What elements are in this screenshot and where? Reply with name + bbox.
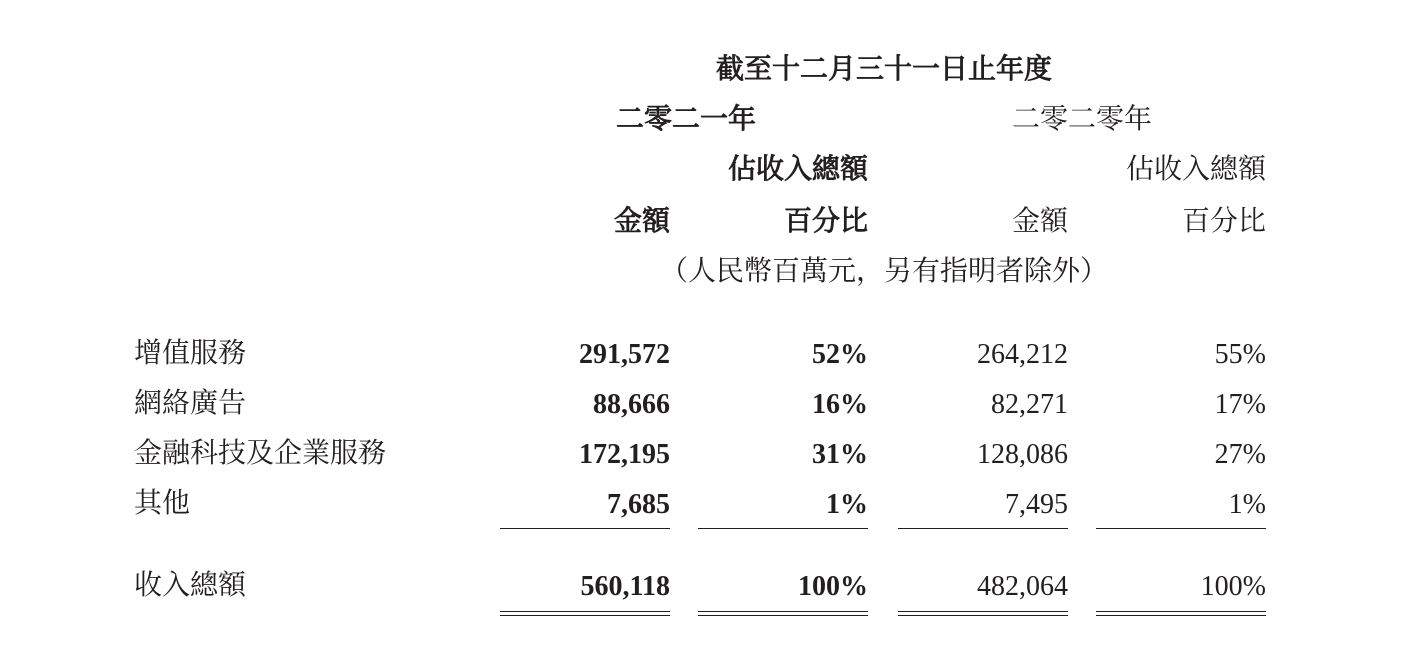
total-double-rule-pct-2021: [698, 611, 868, 616]
pct-of-revenue-2021-header: 佔收入總額: [727, 154, 868, 185]
row-amount-2021: 291,572: [579, 339, 670, 370]
row-amount-2020: 82,271: [991, 389, 1068, 420]
row-pct-2021: 16%: [812, 389, 868, 420]
total-pct-2021: 100%: [798, 571, 868, 602]
subtotal-rule-amount-2021: [500, 528, 670, 529]
subtotal-rule-pct-2021: [698, 528, 868, 529]
row-pct-2021: 1%: [826, 489, 868, 520]
pct-of-revenue-2020-header: 佔收入總額: [1125, 154, 1266, 185]
amount-2020-header: 金額: [1011, 206, 1068, 237]
period-header: 截至十二月三十一日止年度: [715, 54, 1052, 85]
row-amount-2020: 264,212: [977, 339, 1068, 370]
row-amount-2021: 172,195: [579, 439, 670, 470]
subtotal-rule-amount-2020: [898, 528, 1068, 529]
row-pct-2021: 31%: [812, 439, 868, 470]
total-amount-2020: 482,064: [977, 571, 1068, 602]
percent-2020-header: 百分比: [1181, 206, 1266, 237]
row-pct-2021: 52%: [812, 339, 868, 370]
total-pct-2020: 100%: [1200, 571, 1266, 602]
row-label: 其他: [134, 488, 191, 519]
unit-note: （人民幣百萬元，另有指明者除外）: [659, 256, 1108, 287]
row-amount-2021: 88,666: [593, 389, 670, 420]
total-label: 收入總額: [134, 570, 247, 601]
total-amount-2021: 560,118: [580, 571, 670, 602]
row-amount-2020: 128,086: [977, 439, 1068, 470]
percent-2021-header: 百分比: [783, 206, 868, 237]
row-amount-2020: 7,495: [1005, 489, 1068, 520]
amount-2021-header: 金額: [613, 206, 670, 237]
row-pct-2020: 27%: [1214, 439, 1266, 470]
row-label: 網絡廣告: [134, 388, 247, 419]
total-double-rule-amount-2020: [898, 611, 1068, 616]
row-label: 增值服務: [134, 338, 247, 369]
row-pct-2020: 17%: [1214, 389, 1266, 420]
row-pct-2020: 55%: [1214, 339, 1266, 370]
total-double-rule-amount-2021: [500, 611, 670, 616]
year-2021-header: 二零二一年: [615, 104, 756, 135]
total-double-rule-pct-2020: [1096, 611, 1266, 616]
subtotal-rule-pct-2020: [1096, 528, 1266, 529]
year-2020-header: 二零二零年: [1011, 104, 1152, 135]
row-label: 金融科技及企業服務: [134, 438, 387, 469]
row-amount-2021: 7,685: [607, 489, 670, 520]
row-pct-2020: 1%: [1228, 489, 1266, 520]
